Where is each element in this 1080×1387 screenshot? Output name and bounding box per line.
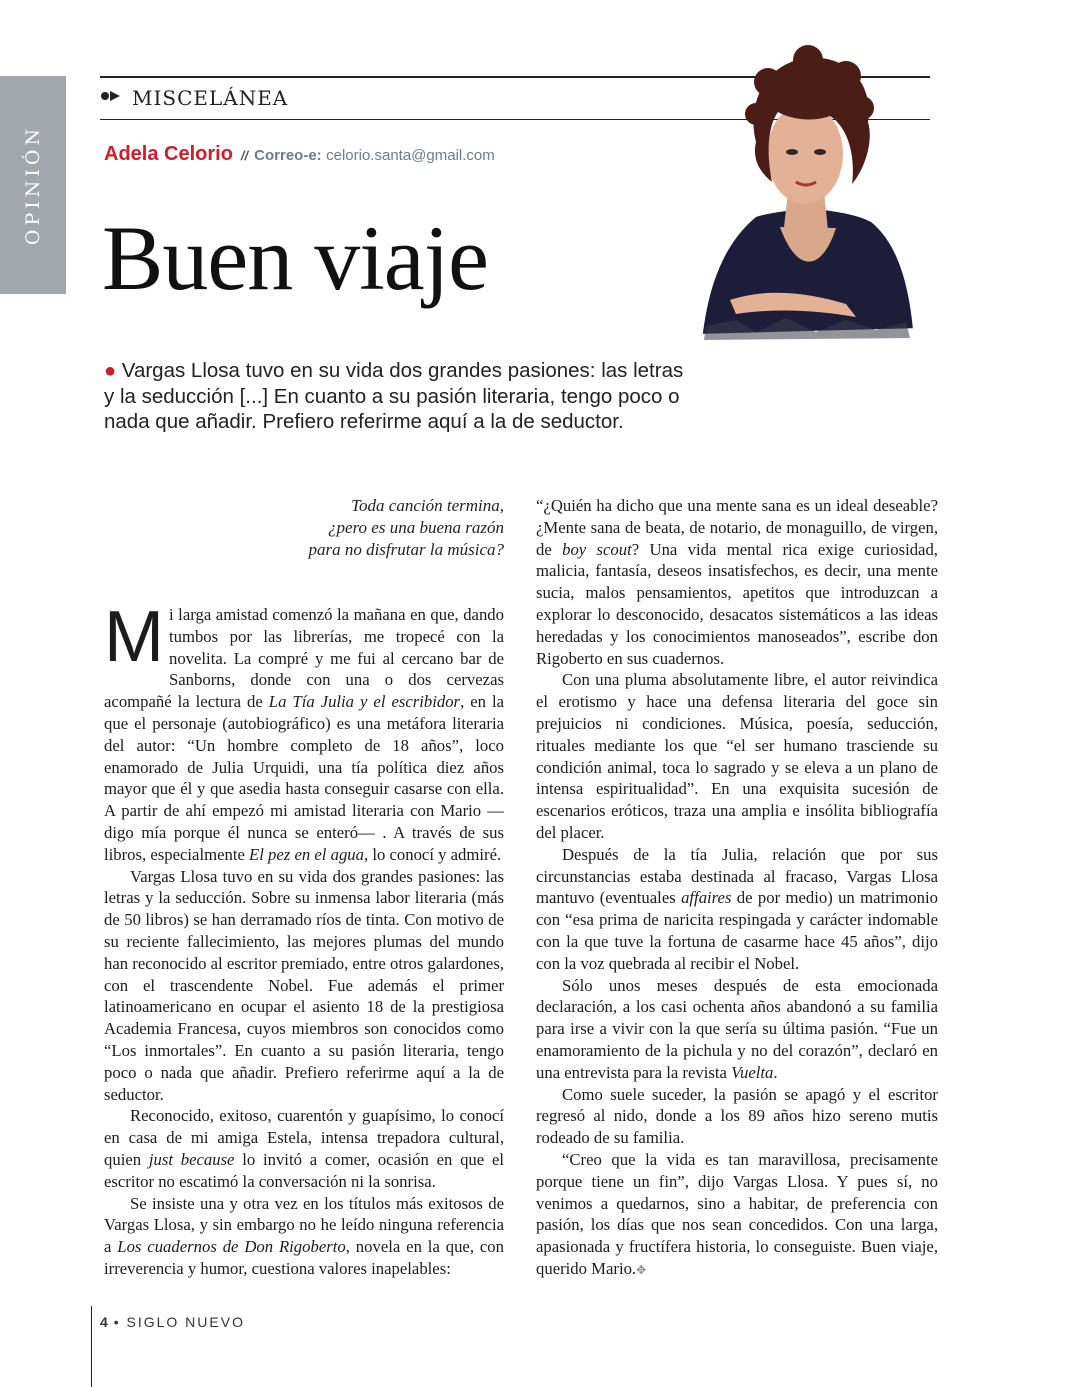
emphasis: affaires — [681, 888, 732, 908]
email-label: Correo-e: — [254, 147, 322, 164]
arrow-bullet-icon — [100, 89, 122, 108]
epigraph-line: Toda canción termina, — [351, 496, 504, 515]
body-paragraph: Después de la tía Julia, relación que por sus circunstancias estaba destinada al fracaso, Vargas Llosa mantuvo (eventuales affaires de por medio) un matrimonio con “esa prima de naricita respingada y carácter indomable con la que tuve la fortuna de casarme hace 45 años”, dijo con la voz quebrada al recibir el Nobel. — [536, 844, 938, 973]
epigraph — [308, 495, 504, 560]
body-paragraph: Se insiste una y otra vez en los títulos más exitosos de Vargas Llosa, y sin embargo no he leído ninguna referencia a Los cuadernos de Don Rigoberto, novela en la que, con irreverencia y humor, cuestiona valores inapelables: — [104, 1193, 504, 1278]
body-paragraph: Como suele suceder, la pasión se apagó y el escritor regresó al nido, donde a los 89 años hizo sereno mutis rodeado de su familia. — [536, 1084, 938, 1148]
emphasis: just because — [148, 1149, 235, 1169]
drop-cap: M — [104, 597, 164, 677]
body-paragraph: Sólo unos meses después de esta emocionada declaración, a los casi ochenta años abandonó a su familia para irse a vivir con la que sería su última pasión. “Fue un enamoramiento de la pichula y no del corazón”, declaró en una entrevista para la revista Vuelta. — [536, 975, 938, 1082]
book-title: Los cuadernos de Don Rigoberto — [117, 1237, 346, 1257]
lead-text: Vargas Llosa tuvo en su vida dos grandes pasiones: las letras y la seducción [...] En cuanto a su pasión literaria, tengo poco o nada que añadir. Prefiero referirme aquí a la de seductor. — [104, 359, 684, 433]
body-paragraph: Vargas Llosa tuvo en su vida dos grandes pasiones: las letras y la seducción. Sobre su inmensa labor literaria (más de 50 libros) se han derramado ríos de tinta. Con motivo de su reciente fallecimiento, las mejores plumas del mundo han reconocido al escritor premiado, entre otros galardones, con el trascendente Nobel. Fue además el primer latinoamericano en ocupar el asiento 18 de la prestigiosa Academia Francesa, cuyos miembros son conocidos como “Los inmortales”. En cuanto a su pasión literaria, tengo poco o nada que añadir. Prefiero referirme aquí a la de seductor. — [104, 866, 504, 1104]
red-dot-bullet-icon: ● — [104, 360, 117, 382]
body-paragraph: Con una pluma absolutamente libre, el autor reivindica el erotismo y hace una defensa literaria del goce sin prejuicios ni condiciones. Música, poesía, seducción, rituales mediante los que “el ser humano trasciende su condición animal, toca lo sagrado y se eleva a un plano de intensa espiritualidad”. En una exquisita sucesión de escenarios eróticos, traza una amplia e insólita bibliografía del placer. — [536, 670, 938, 842]
article-column-2 — [536, 495, 938, 1282]
body-paragraph: “Creo que la vida es tan maravillosa, precisamente porque tiene un fin”, dijo Vargas Llosa. Y pues sí, no venimos a quedarnos, sino a habitar, de preferencia con pasión, los días que nos sean concedidos. Con una larga, apasionada y fructífera historia, lo conseguiste. Buen viaje, querido Mario.✥ — [536, 1149, 938, 1278]
footer-dot: • — [113, 1314, 121, 1330]
byline — [104, 143, 495, 166]
publication-name: SIGLO NUEVO — [126, 1314, 245, 1330]
lead-paragraph — [104, 358, 694, 434]
book-title: La Tía Julia y el escribidor — [268, 692, 461, 712]
article-title: Buen viaje — [102, 207, 488, 309]
byline-separator: // — [240, 148, 249, 163]
section-label: MISCELÁNEA — [132, 86, 289, 110]
end-mark-icon: ✥ — [636, 1262, 647, 1277]
book-title: El pez en el agua — [249, 844, 364, 864]
side-section-tab — [0, 76, 66, 294]
epigraph-line: ¿pero es una buena razón — [328, 517, 504, 537]
magazine-title: Vuelta — [731, 1062, 774, 1082]
side-section-label: OPINIÓN — [22, 124, 44, 246]
footer-rule — [91, 1306, 92, 1387]
body-paragraph: Mi larga amistad comenzó la mañana en que, dando tumbos por las librerías, me tropecé con la novelita. La compré y me fui al cercano bar de Sanborns, donde con una o dos cervezas acompañé la lectura de La Tía Julia y el escribidor, en la que el personaje (autobiográfico) es una metáfora literaria del autor: “Un hombre completo de 18 años”, loco enamorado de Julia Urquidi, una tía política diez años mayor que él y que asedia hasta conseguir casarse con ella. A partir de ahí empezó mi amistad literaria con Mario —digo mía porque él nunca se enteró— . A través de sus libros, especialmente El pez en el agua, lo conocí y admiré. — [104, 597, 505, 864]
body-paragraph-continued: “¿Quién ha dicho que una mente sana es un ideal deseable? ¿Mente sana de beata, de notario, de monaguillo, de virgen, de boy scout? Una vida mental rica exige curiosidad, malicia, fantasía, deseos insatisfechos, es decir, una mente sucia, malos pensamientos, apetitos que introduzcan a explorar lo desconocido, desacatos sistemáticos a las ideas heredadas y los conocimientos manoseados”, escribe don Rigoberto en sus cuadernos. — [536, 496, 938, 668]
author-email[interactable]: celorio.santa@gmail.com — [326, 147, 495, 164]
page-footer — [100, 1314, 245, 1330]
page-number: 4 — [100, 1314, 108, 1330]
article-column-1 — [104, 597, 505, 1280]
author-portrait — [696, 42, 920, 360]
section-header — [100, 86, 288, 110]
body-paragraph: Reconocido, exitoso, cuarentón y guapísimo, lo conocí en casa de mi amiga Estela, intensa trepadora cultural, quien just because lo invitó a comer, ocasión en que el escritor no escatimó la conversación ni la sonrisa. — [104, 1106, 504, 1191]
epigraph-line: para no disfrutar la música? — [308, 539, 504, 559]
author-name: Adela Celorio — [104, 143, 233, 165]
